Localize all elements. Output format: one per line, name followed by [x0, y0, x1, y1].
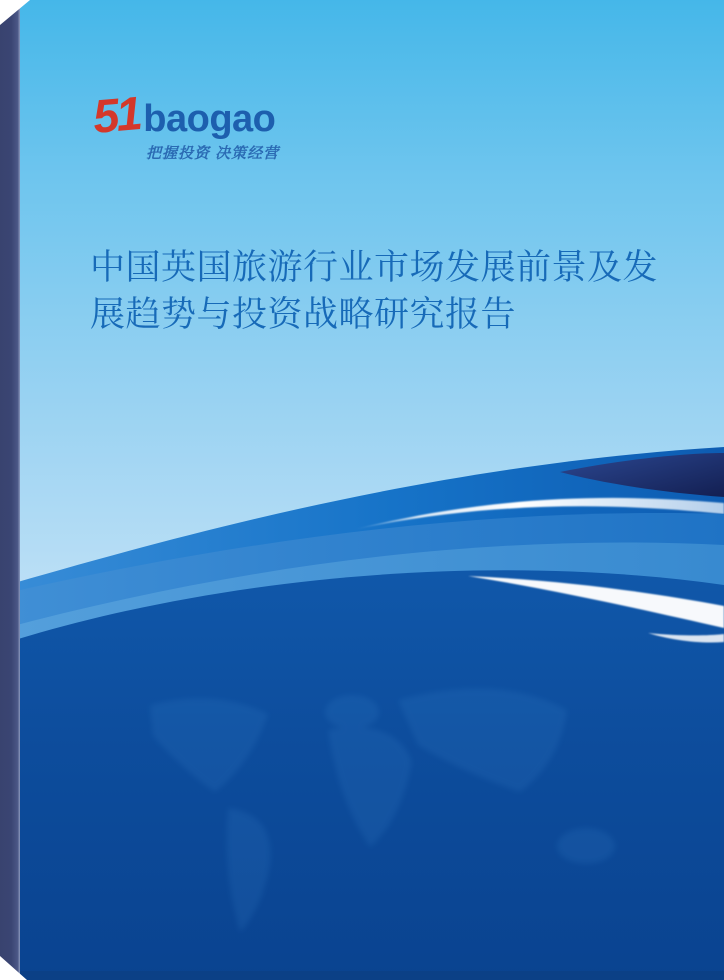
book-spine: [0, 0, 20, 980]
brand-logo: [90, 86, 280, 163]
logo-number: 51: [90, 86, 142, 143]
logo-word: baogao: [143, 98, 276, 141]
logo-tagline: 把握投资 决策经营: [146, 145, 280, 163]
report-title-line1: 中国英国旅游行业市场发展前景及发: [90, 248, 659, 287]
logo-wordmark: [90, 86, 279, 143]
report-title-line2: 展趋势与投资战略研究报告: [90, 295, 517, 334]
report-title: [90, 244, 685, 338]
bottom-strip: [0, 971, 724, 980]
